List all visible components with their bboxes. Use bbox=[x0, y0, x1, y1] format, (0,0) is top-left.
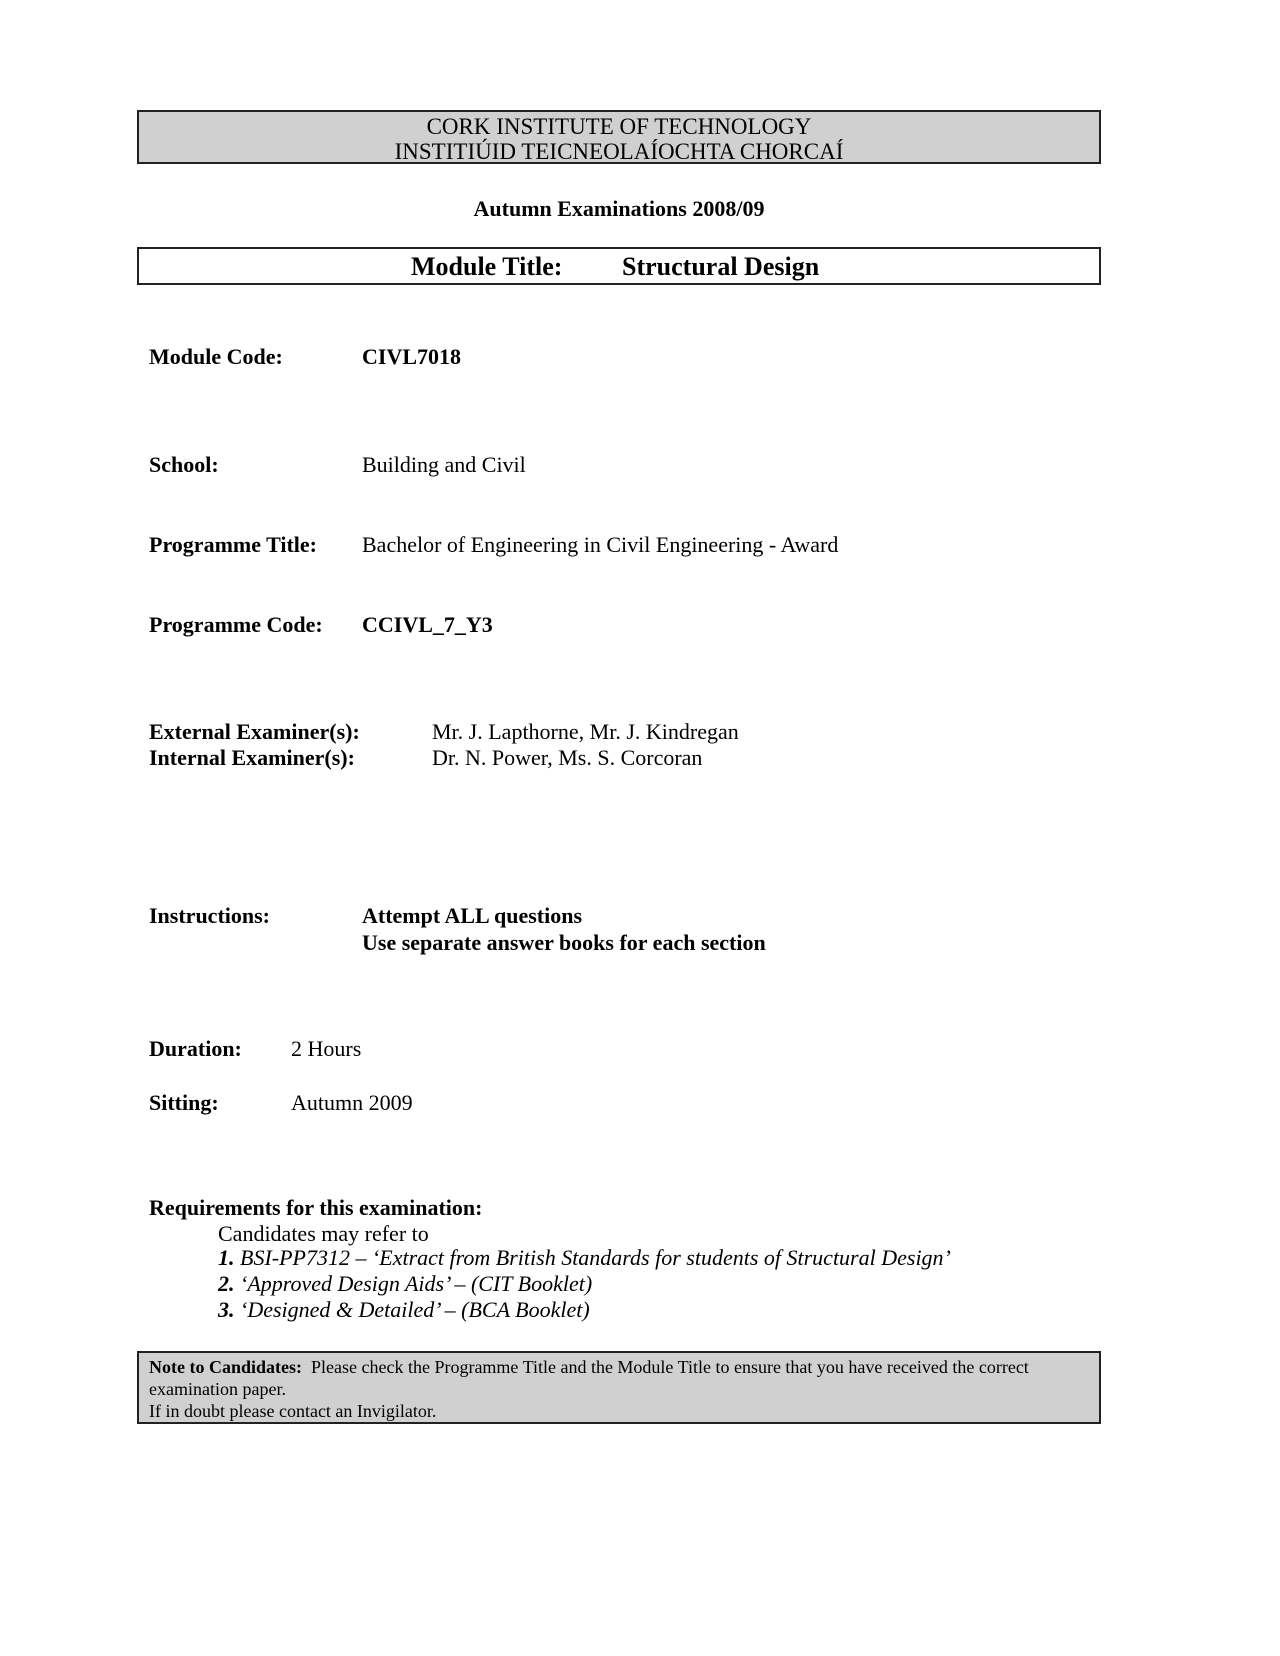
module-code-value: CIVL7018 bbox=[362, 344, 462, 369]
instructions-line-2: Use separate answer books for each section bbox=[362, 930, 766, 955]
school-value: Building and Civil bbox=[362, 452, 526, 477]
module-code-label: Module Code: bbox=[149, 344, 283, 369]
list-item-number: 2. bbox=[218, 1271, 235, 1296]
note-to-candidates bbox=[137, 1351, 1101, 1424]
programme-code-label: Programme Code: bbox=[149, 612, 323, 637]
institute-name-english: CORK INSTITUTE OF TECHNOLOGY bbox=[426, 114, 812, 139]
list-item bbox=[218, 1245, 951, 1271]
external-examiners-value: Mr. J. Lapthorne, Mr. J. Kindregan bbox=[432, 719, 739, 744]
school-label: School: bbox=[149, 452, 219, 477]
internal-examiners-value: Dr. N. Power, Ms. S. Corcoran bbox=[432, 745, 703, 770]
sitting-label: Sitting: bbox=[149, 1090, 219, 1115]
programme-title-label: Programme Title: bbox=[149, 532, 318, 557]
external-examiners-label: External Examiner(s): bbox=[149, 719, 360, 744]
requirements-list bbox=[218, 1245, 951, 1323]
list-item-text: BSI-PP7312 – ‘Extract from British Standards for students of Structural Design’ bbox=[240, 1245, 951, 1270]
requirements-heading: Requirements for this examination: bbox=[149, 1195, 483, 1220]
instructions-line-1: Attempt ALL questions bbox=[362, 903, 583, 928]
list-item-number: 1. bbox=[218, 1245, 235, 1270]
note-line-2: If in doubt please contact an Invigilator. bbox=[149, 1401, 437, 1421]
exam-session: Autumn Examinations 2008/09 bbox=[473, 196, 765, 221]
note-main bbox=[149, 1356, 1089, 1400]
module-title-label: Module Title: bbox=[411, 252, 563, 281]
module-title-box bbox=[137, 247, 1101, 285]
internal-examiners-label: Internal Examiner(s): bbox=[149, 745, 355, 770]
list-item-text: ‘Approved Design Aids’ – (CIT Booklet) bbox=[240, 1271, 593, 1296]
institute-name-irish: INSTITIÚID TEICNEOLAÍOCHTA CHORCAÍ bbox=[394, 139, 844, 164]
note-text: Please check the Programme Title and the Module Title to ensure that you have received the correct examination paper. bbox=[149, 1357, 1029, 1399]
instructions-label: Instructions: bbox=[149, 903, 271, 928]
programme-code-value: CCIVL_7_Y3 bbox=[362, 612, 493, 637]
programme-title-value: Bachelor of Engineering in Civil Engineering - Award bbox=[362, 532, 839, 557]
list-item bbox=[218, 1297, 951, 1323]
list-item-text: ‘Designed & Detailed’ – (BCA Booklet) bbox=[240, 1297, 590, 1322]
institute-header bbox=[137, 110, 1101, 164]
list-item-number: 3. bbox=[218, 1297, 235, 1322]
note-label: Note to Candidates: bbox=[149, 1357, 302, 1377]
module-title-value: Structural Design bbox=[622, 252, 820, 281]
duration-label: Duration: bbox=[149, 1036, 242, 1061]
list-item bbox=[218, 1271, 951, 1297]
duration-value: 2 Hours bbox=[291, 1036, 362, 1061]
requirements-intro: Candidates may refer to bbox=[218, 1221, 429, 1246]
sitting-value: Autumn 2009 bbox=[291, 1090, 413, 1115]
